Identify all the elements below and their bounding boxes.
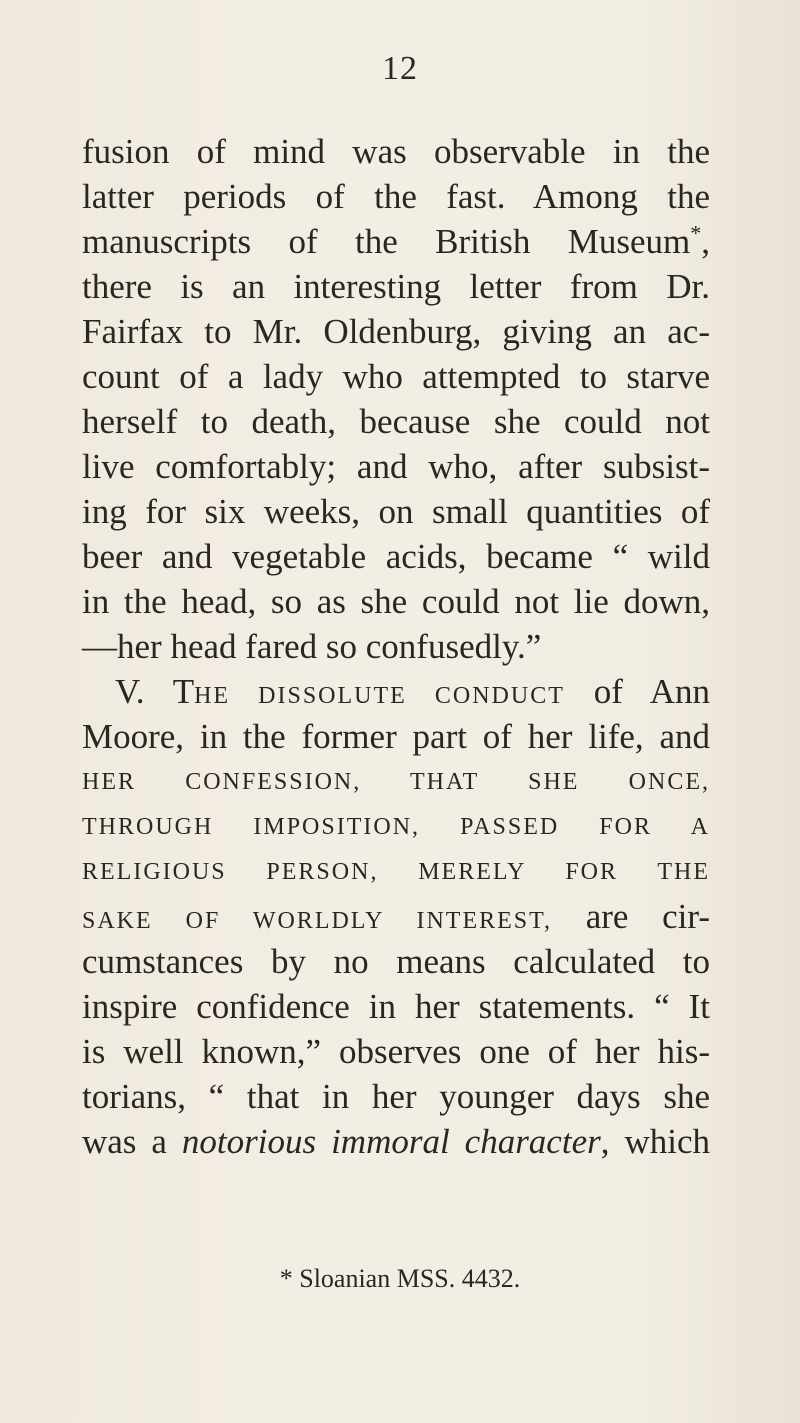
small-caps-line-17: RELIGIOUS PERSON, MERELY FOR THE [82,859,710,885]
text-line-1: fusion of mind was observable in the [82,132,710,171]
footnote: * Sloanian MSS. 4432. [279,1264,521,1293]
small-caps-segment: SAKE OF WORLDLY INTEREST, [82,908,552,934]
text-line-21: is well known,” observes one of her his- [82,1032,710,1071]
text-line-14: Moore, in the former part of her life, and [82,717,710,756]
text-line-4: there is an interesting letter from Dr. [82,267,710,306]
text-line-8: live comfortably; and who, after subsist- [82,447,710,486]
text-line-23-start: was a [82,1122,182,1161]
text-line-22: torians, “ that in her younger days she [82,1077,710,1116]
text-line-3 [82,220,710,264]
text-line-6: count of a lady who attempted to starve [82,357,710,396]
text-line-2: latter periods of the fast. Among the [82,177,710,216]
text-line-23-end: , which [600,1122,710,1161]
text-line-3-end: , [701,222,710,261]
italic-phrase: notorious immoral character [181,1122,601,1161]
text-line-9: ing for six weeks, on small quantities of [82,492,710,531]
text-line-10: beer and vegetable acids, became “ wild [82,537,710,576]
text-line-19: cumstances by no means calculated to [82,942,710,981]
text-line-11: in the head, so as she could not lie down, [82,582,710,621]
text-line-3-main: manuscripts of the British Museum [82,222,691,261]
small-caps-phrase: DISSOLUTE CONDUCT [230,683,565,709]
text-line-13-end: of Ann [564,672,710,711]
page-number: 12 [382,50,418,87]
text-line-13 [115,670,710,718]
text-line-18-end: are cir- [552,897,710,936]
small-caps-line-16: THROUGH IMPOSITION, PASSED FOR A [82,814,710,840]
small-caps-first: HE [194,683,231,709]
footnote-marker: * [690,220,702,246]
section-lead: V. T [115,672,195,711]
text-line-23 [82,1120,710,1164]
text-line-12: —her head fared so confusedly.” [82,627,542,666]
text-line-20: inspire confidence in her statements. “ It [82,987,710,1026]
small-caps-line-15: HER CONFESSION, THAT SHE ONCE, [82,769,710,795]
text-line-7: herself to death, because she could not [82,402,710,441]
text-line-18 [82,895,710,943]
text-line-5: Fairfax to Mr. Oldenburg, giving an ac- [82,312,710,351]
